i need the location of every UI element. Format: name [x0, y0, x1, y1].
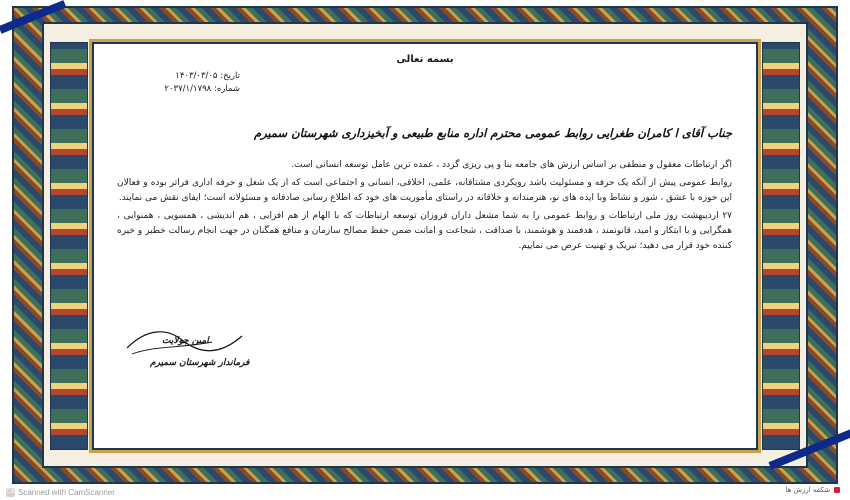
- signature-scribble: [122, 318, 262, 378]
- letter-date: تاریخ: ۱۴۰۳/۰۳/۰۵: [175, 71, 240, 81]
- logo-icon: [834, 487, 840, 493]
- letter-meta: [120, 70, 240, 96]
- basmala-heading: بسمه تعالی: [396, 54, 454, 65]
- letter-number: شماره: ۲۰۳۷/۱/۱۷۹۸: [164, 84, 240, 94]
- scanner-watermark: [6, 488, 115, 497]
- signer-name: امین جولایت: [162, 336, 209, 346]
- signature-block: [122, 318, 262, 378]
- camscanner-icon: CS: [6, 489, 15, 495]
- footer-text: شکفه ارزش ها: [785, 486, 830, 494]
- salutation: جناب آقای ا کامران طغرایی روابط عمومی محترم اداره منابع طبیعی و آبخیزداری شهرستان سمیرم: [253, 126, 732, 140]
- signer-title: فرماندار شهرستان سمیرم: [150, 358, 250, 368]
- decorative-side-band-right: [762, 42, 800, 450]
- letter-text: [117, 158, 732, 257]
- paragraph: روابط عمومی پیش از آنکه یک حرفه و مسئولیت باشد رویکردی مشتاقانه، علمی، اخلاقی، انسانی و اجتماعی است که از یک شغل و حرفه اداری فراتر بوده و فعالان این حوزه با عشق ، شور و نشاط وبا ایده های نو، هنرمندانه و خلاقانه در راستای مأموریت های خود که اطلاع رسانی صادقانه و مسئولانه است؛ ایفای نقش می نمایند.: [117, 178, 732, 203]
- paragraph: اگر ارتباطات معقول و منطقی بر اساس ارزش های جامعه بنا و پی ریزی گردد ، عمده ترین عامل توسعه انسانی است.: [291, 160, 732, 170]
- scanner-text: Scanned with CamScanner: [18, 488, 115, 497]
- paragraph: ۲۷ اردیبهشت روز ملی ارتباطات و روابط عمومی را به شما مشعل داران فروزان توسعه ارتباطات که با الهام از هم افزایی ، هم اندیشی ، همسویی ، همنوایی ، همگرایی و با ابتکار و امید، قانونمند ، هدفمند و هوشمند، با صداقت ، شجاعت و امانت ضمن حفظ مصالح سازمان و منافع همگنان در جهت انجام رسالت خطیر و خیره کننده خود قرار می دهید؛ تبریک و تهنیت عرض می نماییم.: [117, 211, 732, 251]
- decorative-side-band-left: [50, 42, 88, 450]
- footer-mark: [785, 486, 840, 494]
- letter-body: [100, 48, 750, 446]
